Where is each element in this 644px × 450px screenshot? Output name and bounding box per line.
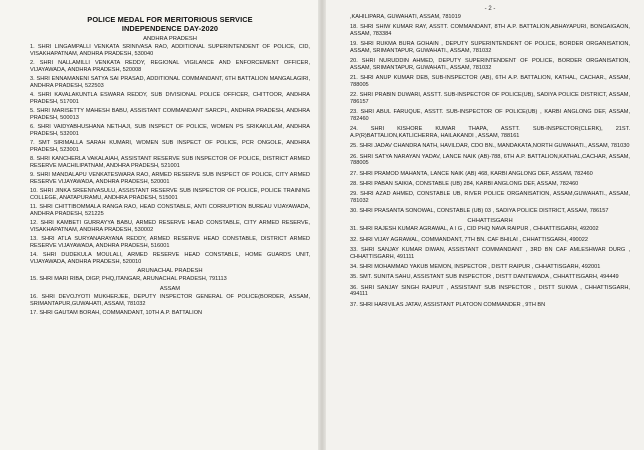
list-item: 14. SHRI DUDEKULA MOULALI, ARMED RESERVE HEAD CONSTABLE, HOME GUARDS UNIT, VIJAYAWADA, ANDHRA PRADESH, 520010 <box>30 252 310 265</box>
list-item: 24. SHRI KISHORE KUMAR THAPA, ASSTT. SUB-INSPECTOR(CLERK), 21ST. A.P(R)BATTALION,KATLICHERRA, HAILAKANDI , ASSAM, 788161 <box>350 126 630 139</box>
list-item: 6. SHRI VAIDYABHUSHANA NETHAJI, SUB INSPECT OF POLICE, WOMEN PS SRIKAKULAM, ANDHRA PRADESH, 532001 <box>30 124 310 137</box>
andhra-pradesh-list <box>30 44 310 265</box>
list-item: 18. SHRI SHIW KUMAR RAY, ASSTT. COMMANDANT, 8TH A.P. BATTALION,ABHAYAPURI, BONGAIGAON, ASSAM, 783384 <box>350 24 630 37</box>
list-item: 30. SHRI PRASANTA SONOWAL, CONSTABLE (UB) 03 , SADIYA POLICE DISTRICT, ASSAM, 786157 <box>350 208 609 215</box>
list-item: 37. SHRI HARIVILAS JATAV, ASSISTANT PLATOON COMMANDER , 9TH BN <box>350 301 546 308</box>
section-heading-andhra-pradesh: ANDHRA PRADESH <box>143 36 197 42</box>
list-item: 16. SHRI DEVOJYOTI MUKHERJEE, DEPUTY INSPECTOR GENERAL OF POLICE(BORDER, ASSAM, SRIMANTAPUR,GUWAHATI, ASSAM, 781032 <box>30 294 310 307</box>
document-subtitle: INDEPENDENCE DAY-2020 <box>121 23 219 33</box>
list-item: 33. SHRI SANJAY KUMAR DIWAN, ASSISTANT COMMANDANT , 3RD BN CAF AMLESHWAR DURG , CHHATTISGARH, 491111 <box>350 247 630 260</box>
list-item: 32. SHRI VIJAY AGRAWAL, COMMANDANT, 7TH BN. CAF BHILAI , CHHATTISGARH, 490022 <box>350 236 588 243</box>
list-item: 27. SHRI PRAMOD MAHANTA, LANCE NAIK (AB) 468, KARBI ANGLONG DEF, ASSAM, 782460 <box>350 170 593 177</box>
list-item: 29. SHRI AZAD AHMED, CONSTABLE UB, RIVER POLICE ORGANISATION, ASSAM,GUWAHATI., ASSAM, 781032 <box>350 191 630 204</box>
list-item: 8. SHRI KANCHERLA VAKALAIAH, ASSISTANT RESERVE SUB INSPECTOR OF POLICE, DISTRICT ARMED RESERVE MACHILIPATNAM, ANDHRA PRADESH, 521001 <box>30 156 310 169</box>
list-item: 10. SHRI JINKA SREENIVASULU, ASSISTANT RESERVE SUB INSPECTOR OF POLICE, POLICE TRAINING COLLEGE, ANATAPURAMU, ANDHRA PRADESH, 515001 <box>30 188 310 201</box>
list-item: 20. SHRI NURUDDIN AHMED, DEPUTY SUPERINTENDENT OF POLICE, BORDER ORGANISATION, ASSAM, SRIMANTAPUR, GUWAHATI., ASSAM, 781032 <box>350 58 630 71</box>
list-item: 34. SHRI MOHAMMAD YAKUB MEMON, INSPECTOR , DISTT RAIPUR , CHHATTISGARH, 492001 <box>350 264 601 271</box>
assam-list-right <box>350 14 630 215</box>
list-item: 5. SHRI MARISETTY MAHESH BABU, ASSISTANT COMMANDANT SARCPL, ANDHRA PRADESH, ANDHRA PRADESH, 500013 <box>30 108 310 121</box>
list-item: 31. SHRI RAJESH KUMAR AGRAWAL, A I G , CID PHQ NAVA RAIPUR , CHHATTISGARH, 492002 <box>350 226 599 233</box>
list-item: 9. SHRI MANDALAPU VENKATESWARA RAO, ARMED RESERVE SUB INSPECT OF POLICE, CITY ARMED RESERVE VIJAYAWADA, ANDHRA PRADESH, 520001 <box>30 172 310 185</box>
list-item: 4. SHRI KAVALAKUNTLA ESWARA REDDY, SUB DIVISIONAL POLICE OFFICER, CHITTOOR, ANDHRA PRADESH, 517001 <box>30 92 310 105</box>
chhattisgarh-list <box>350 226 630 308</box>
section-heading-arunachal-pradesh: ARUNACHAL PRADESH <box>137 268 203 275</box>
list-item: 26. SHRI SATYA NARAYAN YADAV, LANCE NAIK (AB)-788, 6TH A.P. BATTALION,KATHAL,CACHAR, ASSAM, 788005 <box>350 153 630 167</box>
list-item: 17. SHRI GAUTAM BORAH, COMMANDANT, 10TH A.P. BATTALION <box>30 310 203 317</box>
section-heading-chhattisgarh: CHHATTISGARH <box>467 218 513 225</box>
list-item: 12. SHRI KAMBETI GURRAYYA BABU, ARMED RESERVE HEAD CONSTABLE, CITY ARMED RESERVE, VISAKHAPATNAM, ANDHRA PRADESH, 530002 <box>30 220 310 233</box>
list-item: 22. SHRI PRABIN DUWARI, ASSTT. SUB-INSPECTOR OF POLICE(UB), SADIYA POLICE DISTRICT, ASSAM, 786157 <box>350 92 630 105</box>
section-heading-assam: ASSAM <box>159 286 181 293</box>
list-item: 7. SMT SIRIMALLA SARAH KUMARI, WOMEN SUB INSPECT OF POLICE, PCR ONGOLE, ANDHRA PRADESH, 523001 <box>30 140 310 153</box>
list-item: 21. SHRI ANUP KUMAR DEB, SUB-INSPECTOR (AB), 6TH A.P. BATTALION, KATHAL, CACHAR., ASSAM, 788005 <box>350 75 630 88</box>
document-title: POLICE MEDAL FOR MERITORIOUS SERVICE <box>87 15 253 24</box>
list-item: 11. SHRI CHITTIBOMMALA RANGA RAO, HEAD CONSTABLE, ANTI CORRUPTION BUREAU VIJAYAWADA, ANDHRA PRADESH, 521225 <box>30 204 310 217</box>
page-gutter <box>318 0 326 450</box>
list-item: 36. SHRI SANJAY SINGH RAJPUT , ASSISTANT SUB INSPECTOR , DISTT SUKMA , CHHATTISGARH, 494111 <box>350 284 630 298</box>
list-item: 19. SHRI RUKMA BURA GOHAIN , DEPUTY SUPERINTENDENT OF POLICE, BORDER ORGANISATION, ASSAM, SRIMANTAPUR, GUWAHATI., ASSAM, 781032 <box>350 41 630 54</box>
list-item: 1. SHRI LINGAMPALLI VENKATA SRINIVASA RAO, ADDITIONAL SUPERINTENDENT OF POLICE, CID, VISAKHAPATNAM, ANDHRA PRADESH, 530040 <box>30 44 310 57</box>
list-item: 15. SHRI MARI RIBA, DIGP, PHQ,ITANGAR, ARUNACHAL PRADESH, 791113 <box>30 276 227 283</box>
right-page <box>322 0 644 450</box>
assam-list-left <box>30 294 310 317</box>
list-item: 23. SHRI ABUL FARUQUE, ASSTT. SUB-INSPECTOR OF POLICE(UB) , KARBI ANGLONG DEF, ASSAM, 782460 <box>350 109 630 122</box>
list-item: 28. SHRI PABAN SAIKIA, CONSTABLE (UB) 284, KARBI ANGLONG DEF, ASSAM, 782460 <box>350 180 579 187</box>
list-item: 35. SMT. SUNITA SAHU, ASSISTANT SUB INSPECTOR , DISTT DANTEWADA , CHHATTISGARH, 494449 <box>350 274 619 281</box>
list-item: 13. SHRI ATLA SURYANARAYANA REDDY, ARMED RESERVE HEAD CONSTABLE, DISTRICT ARMED RESERVE VIJAYAWADA, ANDHRA PRADESH, 516001 <box>30 236 310 249</box>
page-number: - 2 - <box>484 6 496 12</box>
list-item: 2. SHRI NALLAMILLI VENKATA REDDY, REGIONAL VIGILANCE AND ENFORCEMENT OFFICER, VIJAYAWADA, ANDHRA PRADESH, 520008 <box>30 60 310 73</box>
arunachal-pradesh-list <box>30 276 310 283</box>
list-item: ,KAHILIPARA, GUWAHATI, ASSAM, 781019 <box>350 14 461 20</box>
list-item: 3. SHRI ENNAMANENI SATYA SAI PRASAD, ADDITIONAL COMMANDANT, 6TH BATTALION MANGALAGIRI, ANDHRA PRADESH, 522503 <box>30 76 310 89</box>
list-item: 25. SHRI JADAV CHANDRA NATH, HAVILDAR, CDO BN., MANDAKATA,NORTH GUWAHATI., ASSAM, 781030 <box>350 143 630 150</box>
